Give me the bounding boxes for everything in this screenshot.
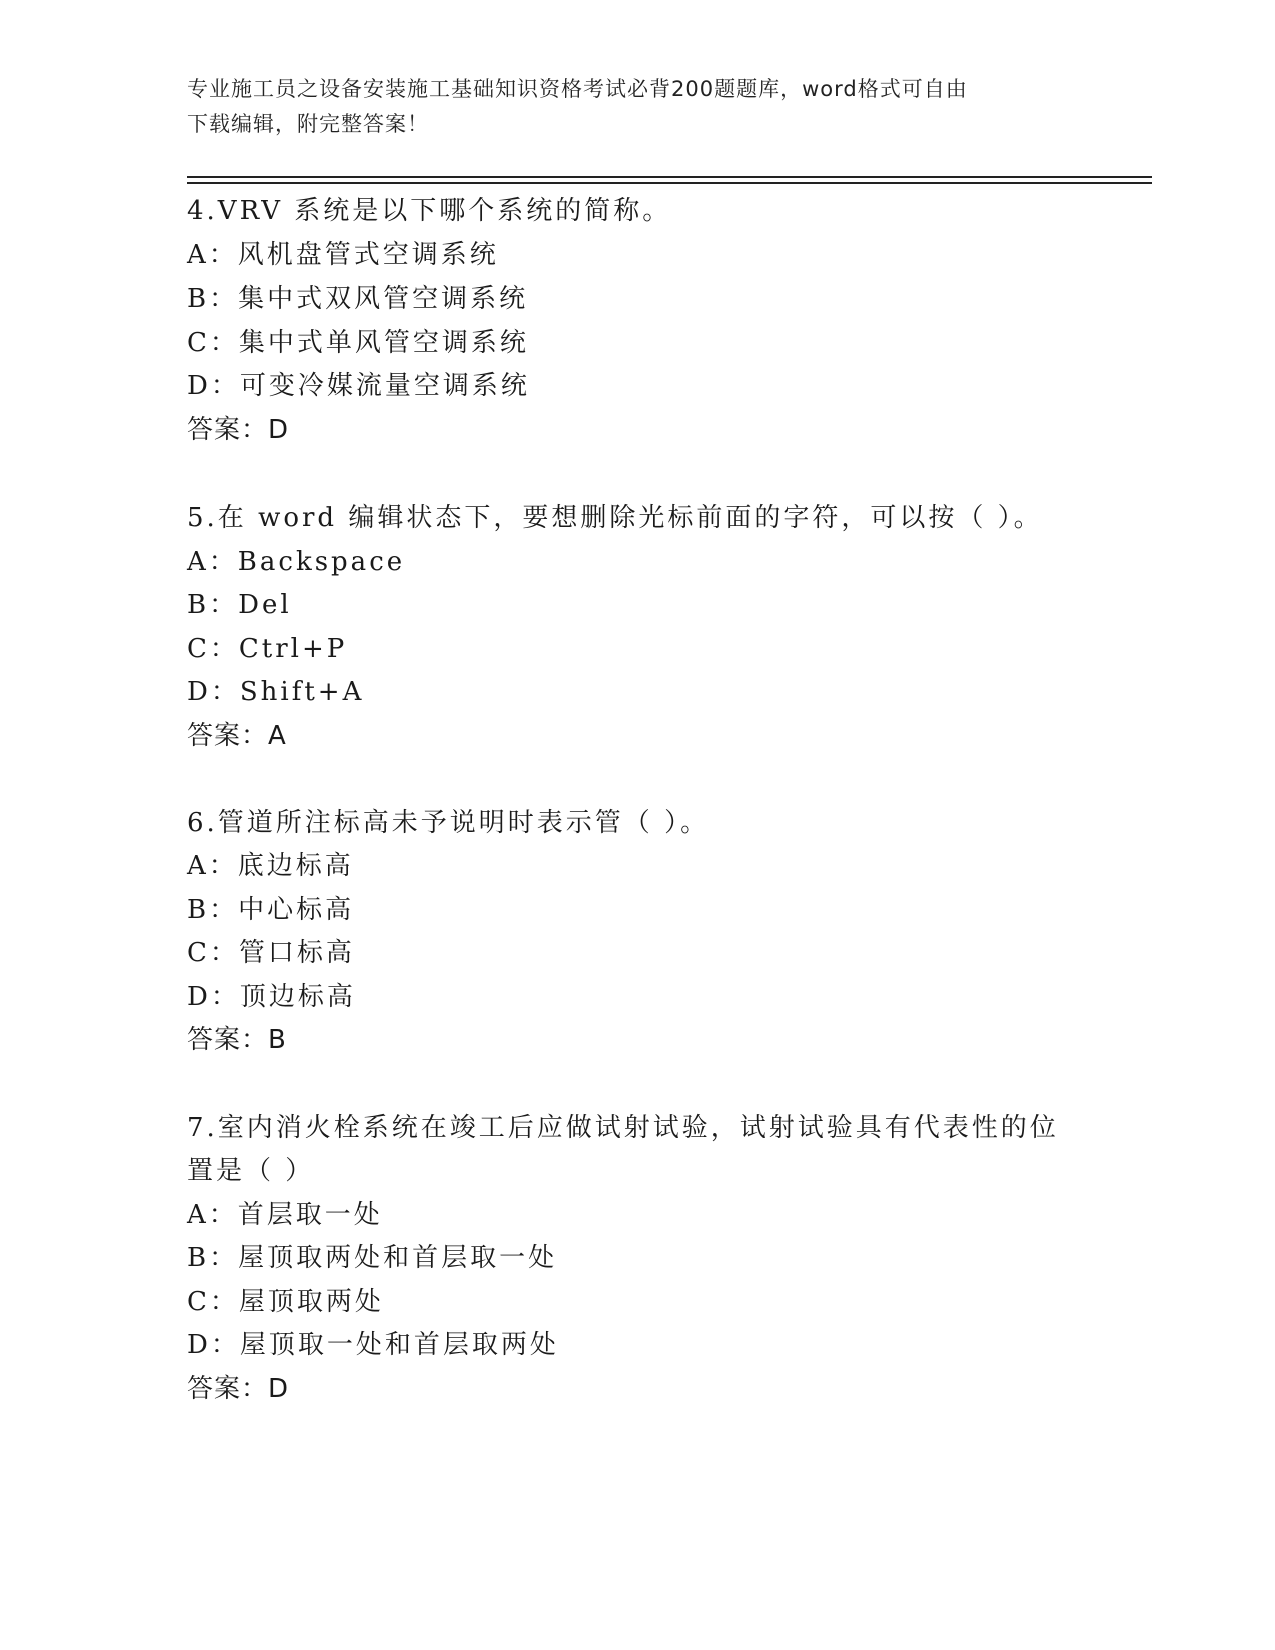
option-a: A：Backspace	[187, 547, 406, 577]
option-d: D：可变冷媒流量空调系统	[187, 371, 530, 401]
option-a: A：底边标高	[187, 851, 354, 881]
option-c: C：集中式单风管空调系统	[187, 328, 529, 358]
option-d: D：屋顶取一处和首层取两处	[187, 1330, 559, 1360]
header-line: 下载编辑，附完整答案！	[187, 112, 429, 136]
question-stem: 5.在 word 编辑状态下，要想删除光标前面的字符，可以按（ ）。	[187, 503, 1043, 533]
answer-line: 答案：B	[187, 1025, 287, 1055]
option-c: C：管口标高	[187, 938, 355, 968]
header-divider	[187, 182, 1152, 184]
option-d: D：Shift+A	[187, 677, 365, 707]
option-b: B：屋顶取两处和首层取一处	[187, 1243, 558, 1273]
answer-line: 答案：D	[187, 415, 290, 445]
header-line: 专业施工员之设备安装施工基础知识资格考试必背200题题库，word格式可自由	[187, 77, 968, 101]
option-a: A：首层取一处	[187, 1200, 383, 1230]
document-header	[187, 72, 1067, 142]
question-stem: 6.管道所注标高未予说明时表示管（ ）。	[187, 808, 710, 838]
option-b: B：集中式双风管空调系统	[187, 284, 529, 314]
question-stem-continued: 置是（ ）	[187, 1156, 315, 1186]
option-c: C：屋顶取两处	[187, 1287, 384, 1317]
option-c: C：Ctrl+P	[187, 634, 348, 664]
answer-line: 答案：D	[187, 1374, 290, 1404]
question-stem: 7.室内消火栓系统在竣工后应做试射试验，试射试验具有代表性的位	[187, 1113, 1059, 1143]
option-b: B：中心标高	[187, 895, 355, 925]
option-a: A：风机盘管式空调系统	[187, 240, 499, 270]
header-divider	[187, 176, 1152, 178]
option-d: D：顶边标高	[187, 982, 356, 1012]
answer-line: 答案：A	[187, 721, 287, 751]
option-b: B：Del	[187, 590, 292, 620]
question-stem: 4.VRV 系统是以下哪个系统的简称。	[187, 196, 672, 226]
